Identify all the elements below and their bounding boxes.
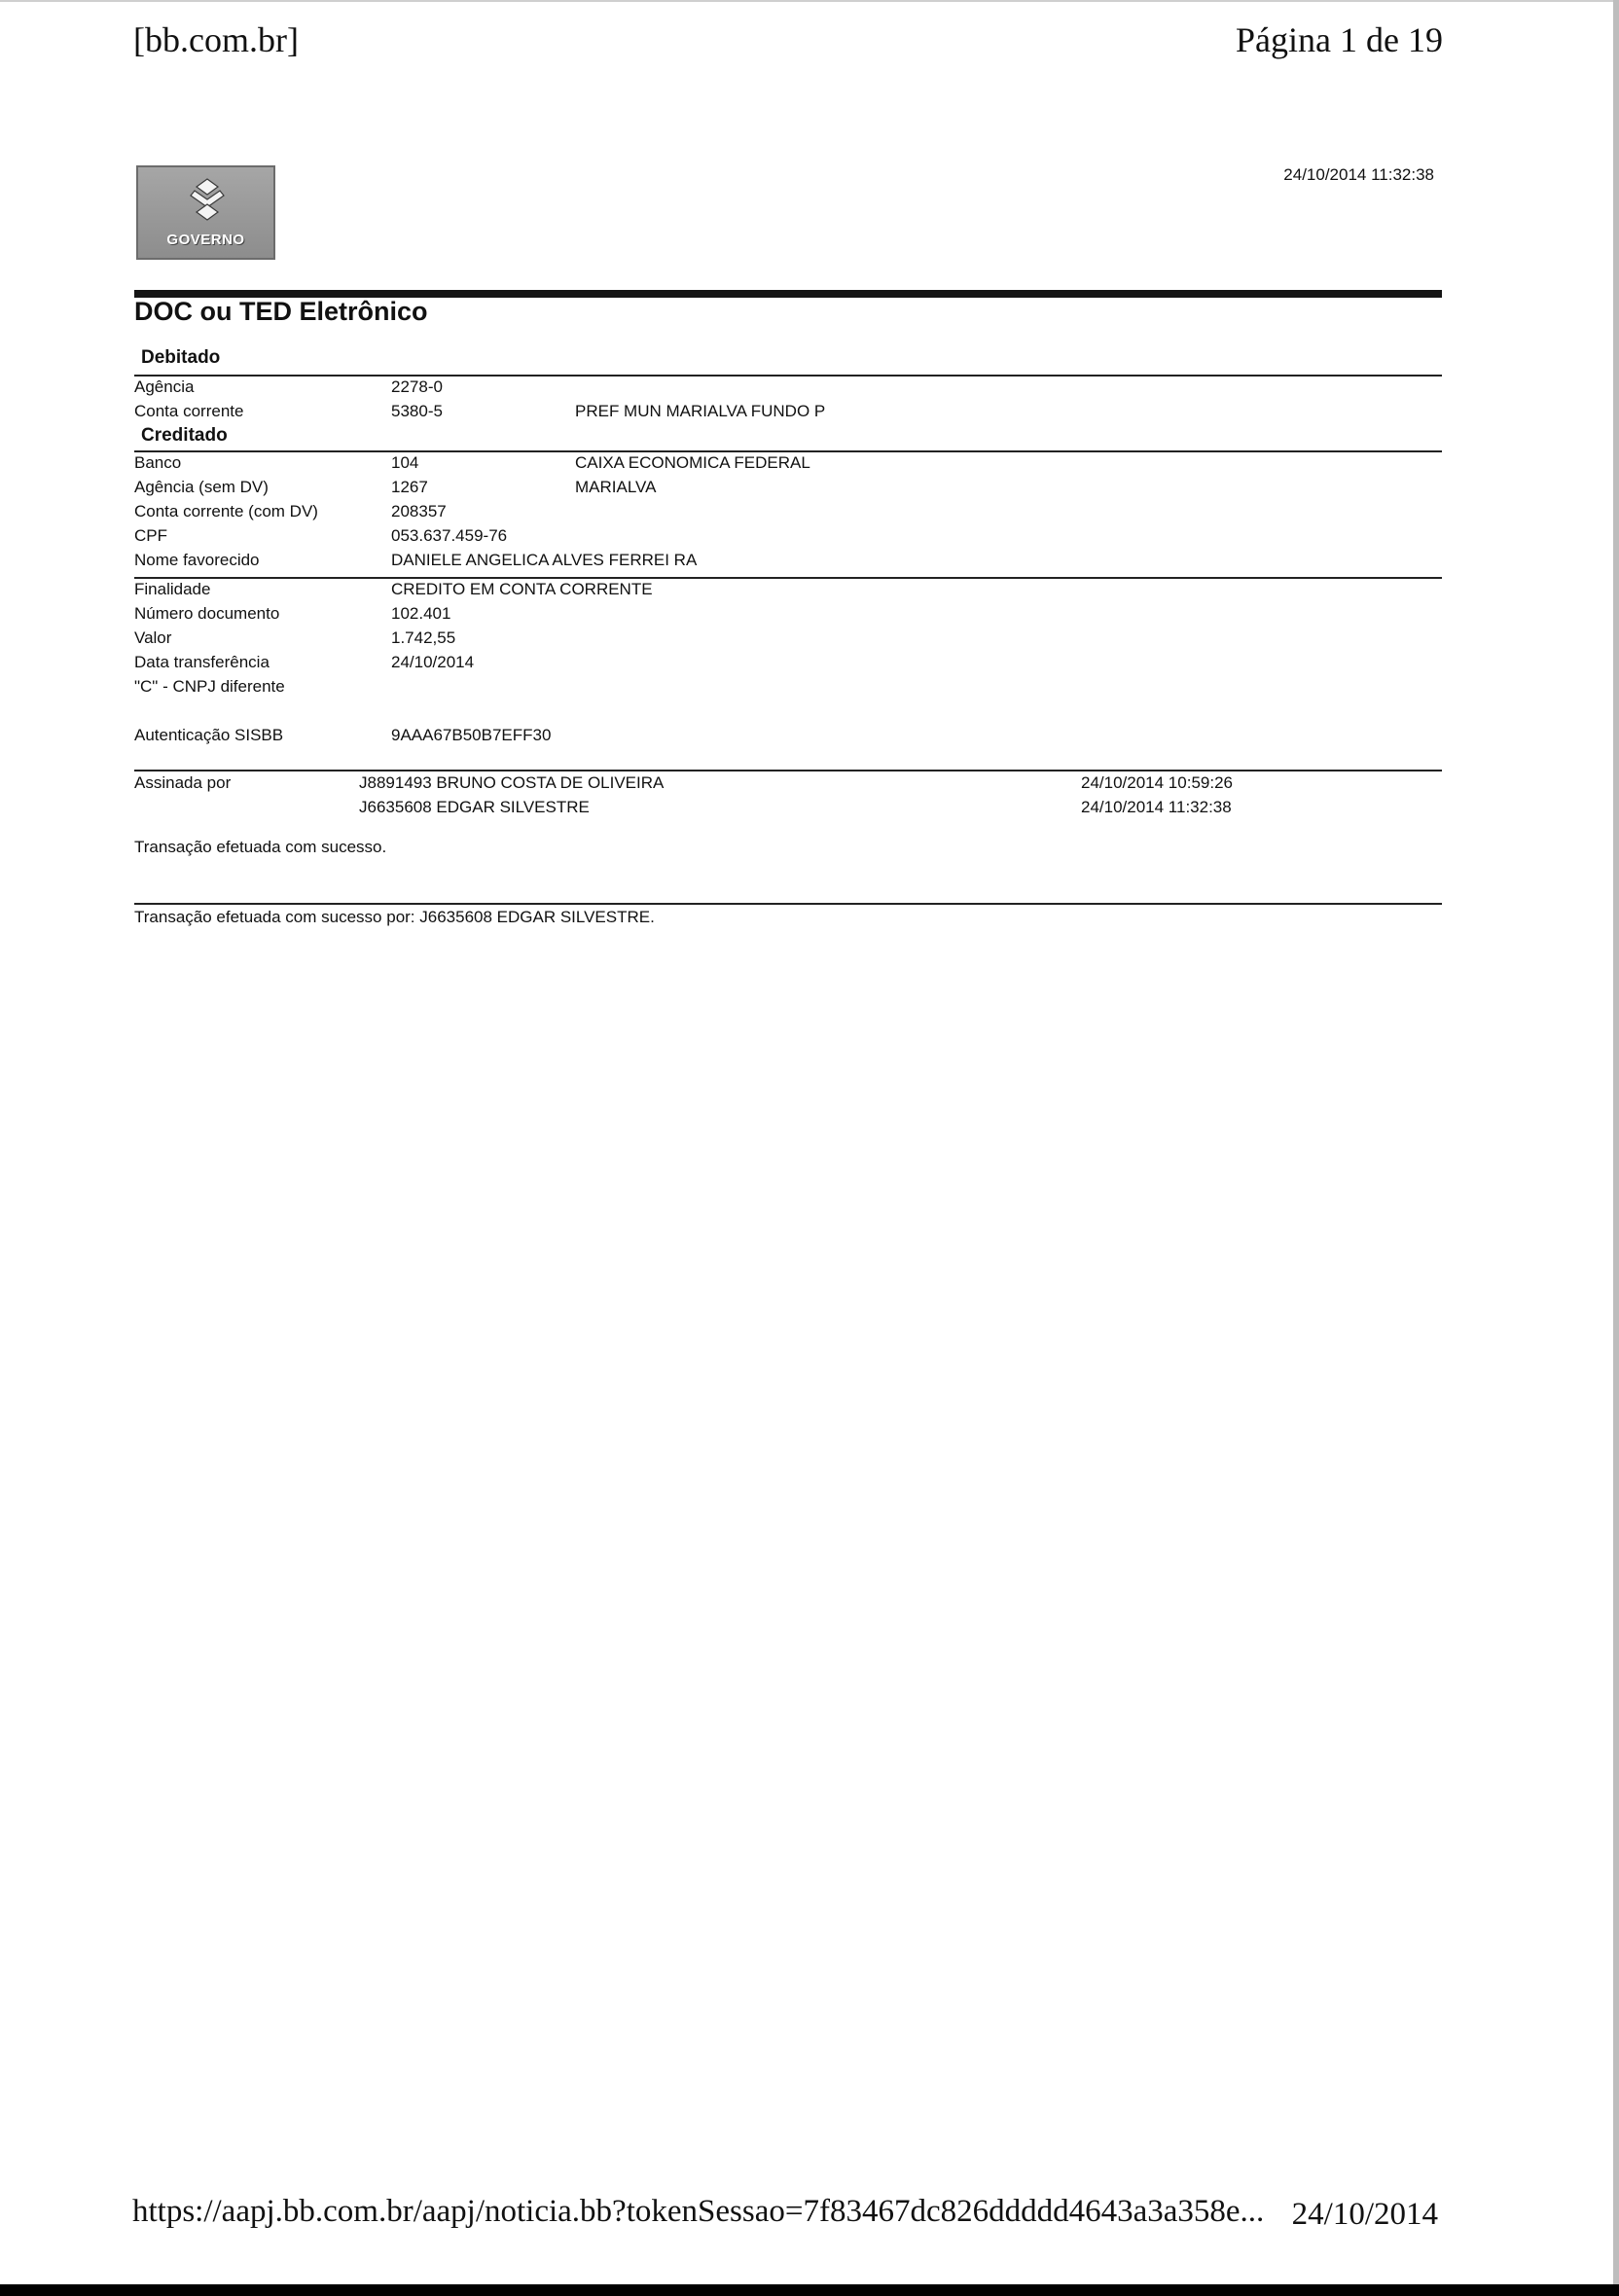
- creditado-agencia-value: 1267: [391, 478, 428, 496]
- success-message: Transação efetuada com sucesso.: [134, 838, 387, 856]
- creditado-banco-name: CAIXA ECONOMICA FEDERAL: [575, 453, 810, 472]
- divider: [134, 450, 1442, 452]
- logo-text: GOVERNO: [166, 232, 245, 248]
- data-transferencia-label: Data transferência: [134, 653, 270, 671]
- creditado-nome-label: Nome favorecido: [134, 551, 260, 569]
- debitado-agencia-label: Agência: [134, 377, 195, 396]
- autenticacao-value: 9AAA67B50B7EFF30: [391, 726, 552, 744]
- signer-name: J8891493 BRUNO COSTA DE OLIVEIRA: [359, 773, 665, 792]
- creditado-agencia-label: Agência (sem DV): [134, 478, 269, 496]
- assinada-por-label: Assinada por: [134, 773, 232, 792]
- bb-logo-icon: [183, 177, 232, 222]
- divider: [134, 577, 1442, 579]
- bank-logo: [136, 165, 275, 260]
- creditado-agencia-name: MARIALVA: [575, 478, 657, 496]
- creditado-conta-label: Conta corrente (com DV): [134, 502, 318, 520]
- page-bottom-edge: [0, 2284, 1619, 2296]
- data-transferencia-value: 24/10/2014: [391, 653, 475, 671]
- debitado-conta-name: PREF MUN MARIALVA FUNDO P: [575, 402, 826, 420]
- debitado-agencia-value: 2278-0: [391, 377, 443, 396]
- cnpj-diferente-label: "C" - CNPJ diferente: [134, 677, 285, 696]
- creditado-banco-value: 104: [391, 453, 419, 472]
- divider: [134, 375, 1442, 377]
- signer-datetime: 24/10/2014 11:32:38: [1081, 798, 1232, 816]
- valor-label: Valor: [134, 628, 172, 647]
- creditado-conta-value: 208357: [391, 502, 447, 520]
- divider: [134, 903, 1442, 905]
- section-creditado: Creditado: [141, 425, 228, 446]
- numero-documento-value: 102.401: [391, 604, 451, 623]
- footer-url: https://aapj.bb.com.br/aapj/noticia.bb?tokenSessao=7f83467dc826ddddd4643a3a358e...: [132, 2194, 1265, 2229]
- page-top-edge: [0, 0, 1619, 2]
- creditado-nome-value: DANIELE ANGELICA ALVES FERREI RA: [391, 551, 698, 569]
- finalidade-label: Finalidade: [134, 580, 211, 598]
- signer-datetime: 24/10/2014 10:59:26: [1081, 773, 1233, 792]
- creditado-cpf-value: 053.637.459-76: [391, 526, 508, 545]
- print-timestamp: 24/10/2014 11:32:38: [1283, 165, 1434, 184]
- debitado-conta-label: Conta corrente: [134, 402, 244, 420]
- creditado-cpf-label: CPF: [134, 526, 167, 545]
- page-number: Página 1 de 19: [1236, 20, 1443, 59]
- debitado-conta-value: 5380-5: [391, 402, 443, 420]
- site-header: [bb.com.br]: [133, 20, 299, 59]
- creditado-banco-label: Banco: [134, 453, 182, 472]
- signer-name: J6635608 EDGAR SILVESTRE: [359, 798, 590, 816]
- success-by-message: Transação efetuada com sucesso por: J6635608 EDGAR SILVESTRE.: [134, 908, 655, 926]
- numero-documento-label: Número documento: [134, 604, 280, 623]
- autenticacao-label: Autenticação SISBB: [134, 726, 284, 744]
- page-title: DOC ou TED Eletrônico: [134, 297, 428, 326]
- section-debitado: Debitado: [141, 347, 221, 368]
- finalidade-value: CREDITO EM CONTA CORRENTE: [391, 580, 653, 598]
- page-right-edge: [1613, 0, 1619, 2296]
- valor-value: 1.742,55: [391, 628, 456, 647]
- divider: [134, 770, 1442, 771]
- footer-date: 24/10/2014: [1291, 2197, 1438, 2232]
